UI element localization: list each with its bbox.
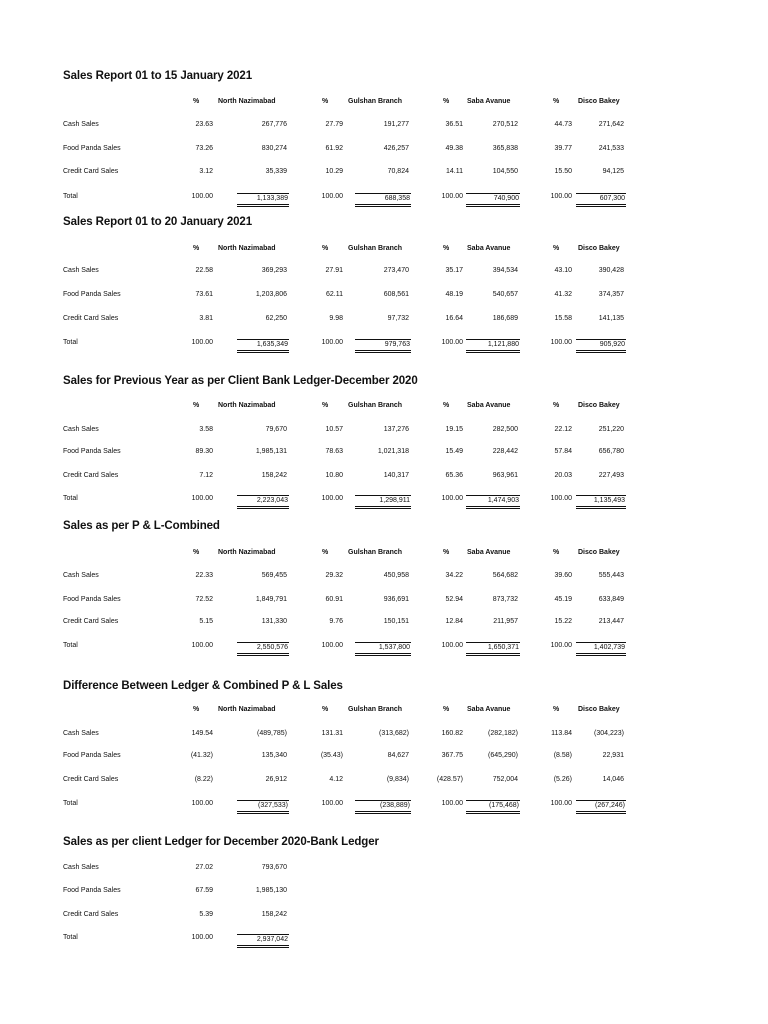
amount-total: 2,937,042 [237,934,289,948]
row-label: Total [63,934,78,941]
pct-header: % [553,549,560,556]
table-row [0,752,768,764]
total-row [0,934,768,946]
pct-header: % [443,98,450,105]
north-pct: 23.63 [195,121,213,128]
disco-amount: 555,443 [598,572,624,579]
row-label: Total [63,800,78,807]
saba-avanue-header: Saba Avanue [467,245,511,252]
row-label: Credit Card Sales [63,168,119,175]
table-row [0,618,768,630]
north-pct: 100.00 [191,193,213,200]
table-row [0,168,768,180]
saba-pct: 15.49 [445,448,463,455]
saba-amount: (282,182) [488,730,518,737]
north-amount: 369,293 [261,267,287,274]
saba-amount: 365,838 [492,145,518,152]
amount-value: 158,242 [261,911,287,918]
gulshan-pct: 62.11 [326,291,343,298]
disco-amount: (304,223) [594,730,624,737]
gulshan-pct: (35.43) [320,752,343,759]
gulshan-pct: 61.92 [325,145,343,152]
saba-amount: 963,961 [492,472,518,479]
gulshan-total: 1,537,800 [355,642,411,656]
gulshan-amount: 150,151 [383,618,409,625]
amount-value: 793,670 [261,864,287,871]
row-label: Food Panda Sales [63,596,121,603]
saba-avanue-header: Saba Avanue [467,98,511,105]
pct-header: % [443,549,450,556]
section-title: Sales as per P & L-Combined [63,520,220,532]
table-row [0,448,768,460]
saba-pct: 36.51 [445,121,463,128]
table-row [0,426,768,438]
saba-amount: 564,682 [492,572,518,579]
gulshan-pct: 10.57 [325,426,343,433]
disco-pct: 113.84 [551,730,572,737]
saba-amount: 540,657 [492,291,518,298]
pct-header: % [193,98,200,105]
row-label: Cash Sales [63,864,99,871]
gulshan-amount: 608,561 [383,291,409,298]
saba-total: 740,900 [466,193,520,207]
row-label: Cash Sales [63,730,99,737]
north-pct: 100.00 [191,495,213,502]
north-amount: 569,455 [261,572,287,579]
table-row [0,911,768,923]
north-nazimabad-header: North Nazimabad [218,402,276,409]
row-label: Credit Card Sales [63,776,119,783]
gulshan-total: 979,763 [355,339,411,353]
pct-header: % [553,98,560,105]
table-row [0,315,768,327]
table-row [0,267,768,279]
disco-pct: 45.19 [554,596,572,603]
disco-bakey-header: Disco Bakey [578,98,620,105]
disco-pct: 100.00 [550,800,572,807]
saba-total: (175,468) [466,800,520,814]
disco-pct: 100.00 [550,193,572,200]
disco-amount: 22,931 [602,752,624,759]
north-amount: 135,340 [261,752,287,759]
saba-pct: 48.19 [445,291,463,298]
gulshan-branch-header: Gulshan Branch [348,549,403,556]
disco-pct: 44.73 [554,121,572,128]
pct-header: % [443,706,450,713]
row-label: Total [63,339,78,346]
gulshan-amount: 191,277 [383,121,409,128]
saba-pct: 14.11 [446,168,463,175]
total-row [0,800,768,812]
table-row [0,596,768,608]
row-label: Credit Card Sales [63,911,119,918]
north-amount: 830,274 [261,145,287,152]
disco-pct: 15.22 [554,618,572,625]
north-pct: 22.58 [195,267,213,274]
saba-pct: 34.22 [445,572,463,579]
saba-amount: 186,689 [492,315,518,322]
saba-avanue-header: Saba Avanue [467,706,511,713]
north-pct: 73.26 [195,145,213,152]
saba-pct: 16.64 [445,315,463,322]
north-pct: 3.58 [199,426,213,433]
saba-total: 1,474,903 [466,495,520,509]
table-row [0,887,768,899]
disco-amount: 656,780 [598,448,624,455]
north-nazimabad-header: North Nazimabad [218,98,276,105]
pct-header: % [322,706,329,713]
table-row [0,472,768,484]
north-amount: 79,670 [265,426,287,433]
gulshan-amount: (9,834) [386,776,409,783]
disco-pct: 15.58 [554,315,572,322]
north-pct: 7.12 [199,472,213,479]
disco-bakey-header: Disco Bakey [578,245,620,252]
north-amount: 26,912 [265,776,287,783]
saba-amount: 752,004 [492,776,518,783]
pct-header: % [443,245,450,252]
disco-amount: 14,046 [602,776,624,783]
disco-pct: 22.12 [554,426,572,433]
gulshan-branch-header: Gulshan Branch [348,706,403,713]
pct-header: % [443,402,450,409]
disco-amount: 94,125 [602,168,624,175]
section-title: Sales for Previous Year as per Client Bank Ledger-December 2020 [63,375,418,387]
gulshan-amount: 140,317 [383,472,409,479]
gulshan-pct: 60.91 [325,596,343,603]
north-amount: 1,985,131 [255,448,287,455]
saba-pct: 100.00 [441,193,463,200]
north-pct: 72.52 [195,596,213,603]
north-pct: 100.00 [191,339,213,346]
north-amount: 35,339 [265,168,287,175]
row-label: Cash Sales [63,121,99,128]
disco-total: 1,402,739 [576,642,626,656]
gulshan-total: (238,889) [355,800,411,814]
pct-value: 67.59 [195,887,213,894]
disco-total: 607,300 [576,193,626,207]
pct-value: 27.02 [195,864,213,871]
gulshan-amount: 137,276 [383,426,409,433]
disco-amount: 374,357 [598,291,624,298]
gulshan-amount: 273,470 [383,267,409,274]
disco-pct: 39.77 [554,145,572,152]
north-amount: 131,330 [261,618,287,625]
disco-bakey-header: Disco Bakey [578,402,620,409]
disco-pct: 100.00 [550,642,572,649]
saba-pct: 100.00 [441,642,463,649]
north-pct: 73.61 [195,291,213,298]
north-total: 1,635,349 [237,339,289,353]
total-row [0,339,768,351]
disco-pct: (8.58) [553,752,572,759]
saba-amount: 211,957 [493,618,518,625]
pct-value: 100.00 [191,934,213,941]
north-pct: 3.81 [199,315,213,322]
saba-total: 1,650,371 [466,642,520,656]
saba-amount: 282,500 [492,426,518,433]
saba-pct: 52.94 [445,596,463,603]
row-label: Total [63,193,78,200]
north-nazimabad-header: North Nazimabad [218,706,276,713]
saba-amount: 228,442 [492,448,518,455]
table-row [0,864,768,876]
pct-value: 5.39 [199,911,213,918]
row-label: Food Panda Sales [63,291,121,298]
gulshan-pct: 100.00 [321,642,343,649]
gulshan-branch-header: Gulshan Branch [348,402,403,409]
row-label: Cash Sales [63,267,99,274]
section-title: Sales as per client Ledger for December 2020-Bank Ledger [63,836,379,848]
gulshan-pct: 27.79 [325,121,343,128]
gulshan-pct: 29.32 [325,572,343,579]
pct-header: % [193,402,200,409]
disco-pct: 41.32 [554,291,572,298]
gulshan-pct: 9.98 [329,315,343,322]
table-row [0,730,768,742]
total-row [0,193,768,205]
gulshan-pct: 27.91 [325,267,343,274]
north-total: 1,133,389 [237,193,289,207]
section-title: Sales Report 01 to 15 January 2021 [63,70,253,82]
disco-amount: 213,447 [598,618,624,625]
saba-pct: 19.15 [445,426,463,433]
gulshan-amount: 936,691 [383,596,409,603]
gulshan-amount: 450,958 [383,572,409,579]
north-pct: (41.32) [190,752,213,759]
north-pct: 100.00 [191,800,213,807]
gulshan-pct: 100.00 [321,339,343,346]
gulshan-branch-header: Gulshan Branch [348,245,403,252]
north-pct: 3.12 [199,168,213,175]
pct-header: % [322,245,329,252]
row-label: Food Panda Sales [63,752,121,759]
section-title: Sales Report 01 to 20 January 2021 [63,216,253,228]
row-label: Cash Sales [63,572,99,579]
disco-amount: 141,135 [598,315,624,322]
saba-pct: (428.57) [436,776,463,783]
north-amount: (489,785) [257,730,287,737]
section-title: Difference Between Ledger & Combined P & L Sales [63,680,343,692]
saba-pct: 35.17 [445,267,463,274]
gulshan-pct: 4.12 [329,776,343,783]
saba-pct: 12.84 [445,618,463,625]
pct-header: % [553,245,560,252]
saba-amount: 873,732 [492,596,518,603]
disco-pct: 20.03 [554,472,572,479]
table-row [0,145,768,157]
total-row [0,495,768,507]
row-label: Total [63,642,78,649]
disco-amount: 227,493 [598,472,624,479]
disco-total: 1,135,493 [576,495,626,509]
gulshan-amount: 426,257 [383,145,409,152]
disco-amount: 633,849 [598,596,624,603]
gulshan-total: 1,298,911 [355,495,411,509]
pct-header: % [322,98,329,105]
gulshan-pct: 100.00 [321,193,343,200]
saba-pct: 160.82 [441,730,463,737]
disco-pct: 43.10 [554,267,572,274]
north-pct: 89.30 [195,448,213,455]
table-row [0,776,768,788]
disco-pct: 100.00 [550,339,572,346]
gulshan-pct: 10.29 [325,168,343,175]
row-label: Food Panda Sales [63,145,121,152]
saba-amount: 394,534 [492,267,518,274]
north-amount: 158,242 [261,472,287,479]
saba-pct: 367.75 [441,752,463,759]
gulshan-pct: 131.31 [321,730,343,737]
saba-amount: (645,290) [488,752,518,759]
gulshan-amount: 84,627 [387,752,409,759]
pct-header: % [553,402,560,409]
north-pct: 149.54 [191,730,213,737]
saba-total: 1,121,880 [466,339,520,353]
saba-avanue-header: Saba Avanue [467,402,511,409]
gulshan-amount: 1,021,318 [377,448,409,455]
row-label: Food Panda Sales [63,448,121,455]
row-label: Credit Card Sales [63,618,119,625]
disco-total: (267,246) [576,800,626,814]
row-label: Credit Card Sales [63,315,119,322]
disco-bakey-header: Disco Bakey [578,706,620,713]
north-amount: 1,849,791 [255,596,287,603]
row-label: Total [63,495,78,502]
table-row [0,291,768,303]
disco-pct: (5.26) [553,776,572,783]
disco-pct: 100.00 [550,495,572,502]
pct-header: % [322,402,329,409]
pct-header: % [322,549,329,556]
row-label: Cash Sales [63,426,99,433]
saba-amount: 270,512 [492,121,518,128]
gulshan-branch-header: Gulshan Branch [348,98,403,105]
gulshan-amount: 97,732 [387,315,409,322]
north-pct: 22.33 [195,572,213,579]
disco-amount: 271,642 [598,121,624,128]
saba-pct: 65.36 [445,472,463,479]
pct-header: % [193,549,200,556]
disco-amount: 390,428 [598,267,624,274]
saba-pct: 100.00 [441,800,463,807]
pct-header: % [553,706,560,713]
north-nazimabad-header: North Nazimabad [218,245,276,252]
saba-amount: 104,550 [492,168,518,175]
table-row [0,572,768,584]
disco-bakey-header: Disco Bakey [578,549,620,556]
gulshan-amount: (313,682) [379,730,409,737]
north-pct: 100.00 [191,642,213,649]
north-amount: 1,203,806 [255,291,287,298]
north-amount: 62,250 [265,315,287,322]
north-total: 2,550,576 [237,642,289,656]
table-row [0,121,768,133]
disco-amount: 251,220 [598,426,624,433]
saba-pct: 100.00 [441,339,463,346]
north-amount: 267,776 [261,121,287,128]
gulshan-pct: 78.63 [325,448,343,455]
gulshan-pct: 100.00 [321,495,343,502]
gulshan-total: 688,358 [355,193,411,207]
disco-pct: 39.60 [554,572,572,579]
pct-header: % [193,245,200,252]
disco-total: 905,920 [576,339,626,353]
amount-value: 1,985,130 [255,887,287,894]
saba-avanue-header: Saba Avanue [467,549,511,556]
north-pct: 5.15 [199,618,213,625]
row-label: Credit Card Sales [63,472,119,479]
gulshan-pct: 9.76 [329,618,343,625]
north-total: (327,533) [237,800,289,814]
north-total: 2,223,043 [237,495,289,509]
disco-pct: 15.50 [554,168,572,175]
saba-pct: 49.38 [445,145,463,152]
gulshan-pct: 100.00 [321,800,343,807]
total-row [0,642,768,654]
gulshan-amount: 70,824 [387,168,409,175]
saba-pct: 100.00 [441,495,463,502]
north-nazimabad-header: North Nazimabad [218,549,276,556]
disco-amount: 241,533 [598,145,624,152]
gulshan-pct: 10.80 [325,472,343,479]
pct-header: % [193,706,200,713]
disco-pct: 57.84 [554,448,572,455]
north-pct: (8.22) [194,776,213,783]
row-label: Food Panda Sales [63,887,121,894]
